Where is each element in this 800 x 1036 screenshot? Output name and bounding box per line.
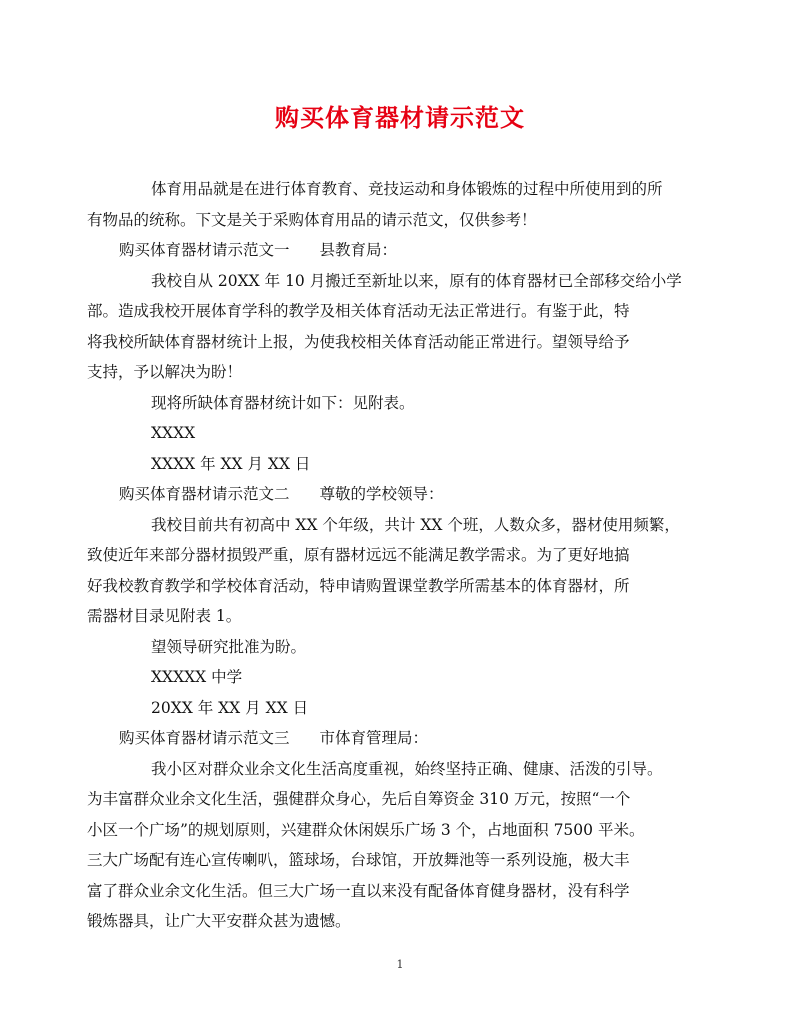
page-number: 1 bbox=[396, 958, 404, 971]
section-2-closing: 望领导研究批准为盼。 bbox=[151, 637, 307, 656]
intro-line: 体育用品就是在进行体育教育、竞技运动和身体锻炼的过程中所使用到的所 bbox=[151, 180, 663, 198]
section-heading-1 bbox=[119, 235, 679, 266]
body-line: 部。造成我校开展体育学科的教学及相关体育活动无法正常进行。有鉴于此，特 bbox=[87, 302, 630, 320]
body-line: 致使近年来部分器材损毁严重，原有器材远远不能满足教学需求。为了更好地搞 bbox=[87, 546, 630, 564]
document-title: 购买体育器材请示范文 bbox=[275, 103, 525, 132]
section-2-date: 20XX 年 XX 月 XX 日 bbox=[151, 698, 309, 717]
section-salutation: 县教育局： bbox=[319, 241, 398, 259]
body-line: 为丰富群众业余文化生活，强健群众身心，先后自筹资金 310 万元，按照“一个 bbox=[87, 790, 631, 808]
body-line: 将我校所缺体育器材统计上报，为使我校相关体育活动能正常进行。望领导给予 bbox=[87, 332, 630, 351]
section-2-signature: XXXXX 中学 bbox=[151, 668, 243, 686]
body-line: 我校自从 20XX 年 10 月搬迁至新址以来，原有的体育器材已全部移交给小学 bbox=[151, 271, 682, 290]
section-1-body bbox=[87, 266, 682, 388]
body-line: 支持，予以解决为盼！ bbox=[87, 363, 243, 381]
intro-line: 有物品的统称。下文是关于采购体育用品的请示范文，仅供参考！ bbox=[87, 210, 537, 229]
body-line: 锻炼器具，让广大平安群众甚为遗憾。 bbox=[87, 912, 351, 930]
section-heading-2 bbox=[119, 479, 679, 510]
section-title: 购买体育器材请示范文三 bbox=[119, 729, 290, 747]
section-heading-3 bbox=[119, 723, 679, 754]
section-1-signature: XXXX bbox=[151, 424, 196, 442]
body-line: 我校目前共有初高中 XX 个年级，共计 XX 个班，人数众多，器材使用频繁， bbox=[151, 515, 680, 534]
section-3-body bbox=[87, 754, 679, 937]
section-salutation: 尊敬的学校领导： bbox=[319, 485, 444, 503]
body-line: 好我校教育教学和学校体育活动，特申请购置课堂教学所需基本的体育器材，所 bbox=[87, 576, 630, 595]
body-line: 小区一个广场”的规划原则，兴建群众休闲娱乐广场 3 个，占地面积 7500 平米。 bbox=[87, 820, 645, 839]
body-line: 我小区对群众业余文化生活高度重视，始终坚持正确、健康、活泼的引导。 bbox=[151, 759, 663, 778]
body-line: 需器材目录见附表 1。 bbox=[87, 607, 242, 625]
section-title: 购买体育器材请示范文二 bbox=[119, 485, 290, 503]
body-line: 三大广场配有连心宣传喇叭，篮球场，台球馆，开放舞池等一系列设施，极大丰 bbox=[87, 851, 630, 869]
section-title: 购买体育器材请示范文一 bbox=[119, 241, 290, 259]
section-1-date: XXXX 年 XX 月 XX 日 bbox=[151, 454, 311, 473]
section-2-body bbox=[87, 510, 680, 632]
body-line: 富了群众业余文化生活。但三大广场一直以来没有配备体育健身器材，没有科学 bbox=[87, 881, 630, 900]
document-body bbox=[87, 174, 682, 937]
intro-paragraph bbox=[87, 174, 679, 235]
section-salutation: 市体育管理局： bbox=[319, 729, 429, 747]
section-1-closing: 现将所缺体育器材统计如下：见附表。 bbox=[151, 393, 415, 412]
